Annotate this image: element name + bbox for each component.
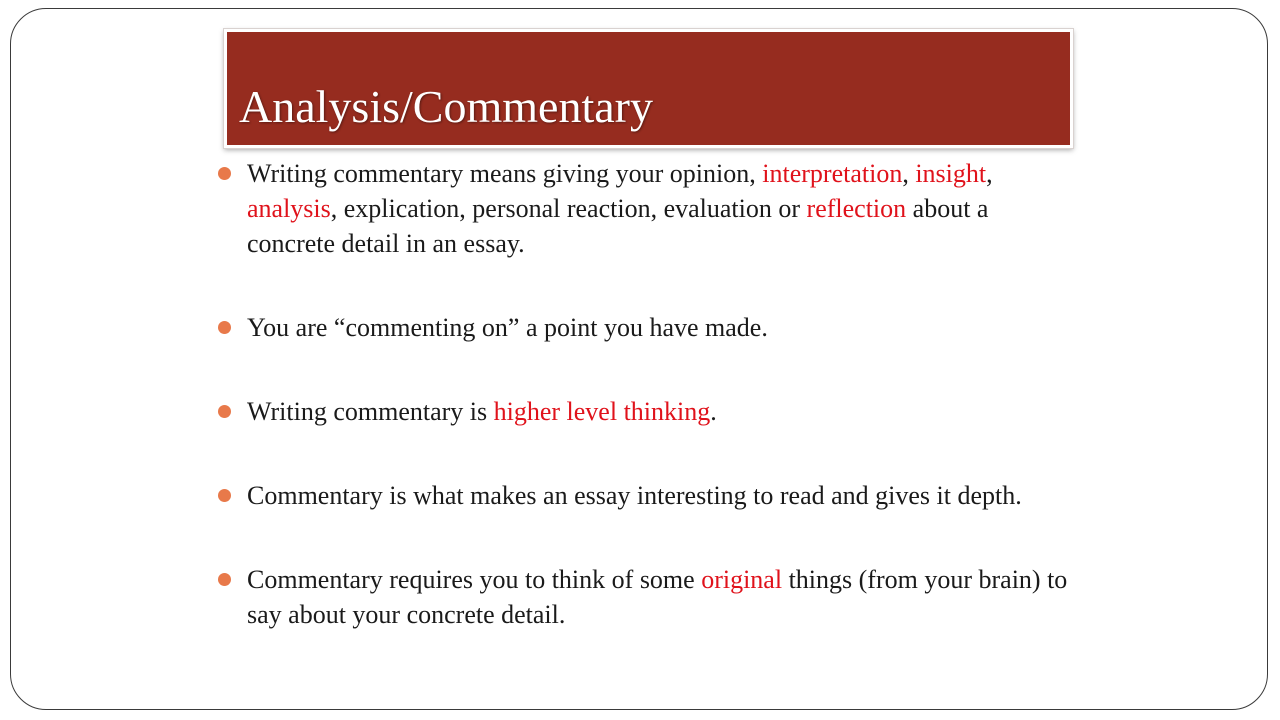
highlight-reflection: reflection — [806, 194, 907, 223]
text-segment: things (from your brain) to say about your concrete detail. — [247, 565, 1068, 629]
bullet-dot-icon — [218, 405, 231, 418]
text-segment: . — [710, 397, 717, 426]
bullet-item-1 — [216, 156, 1076, 261]
title-banner — [224, 29, 1073, 148]
bullet-text — [247, 565, 1067, 629]
bullet-item-5 — [216, 562, 1076, 632]
text-segment: , explication, personal reaction, evaluation or — [330, 194, 807, 223]
bullet-dot-icon — [218, 321, 231, 334]
bullet-item-4 — [216, 478, 1076, 513]
slide-title: Analysis/Commentary — [239, 81, 653, 132]
text-segment: , — [986, 159, 993, 188]
text-segment: You are “commenting on” a point you have made. — [247, 313, 768, 342]
highlight-higher-level-thinking: higher level thinking — [493, 397, 711, 426]
text-segment: about a concrete detail in an essay. — [247, 194, 989, 258]
text-segment: Writing commentary means giving your opinion, — [247, 159, 763, 188]
text-segment: , — [902, 159, 916, 188]
bullet-text — [247, 481, 1022, 510]
text-segment: Commentary is what makes an essay interesting to read and gives it depth. — [247, 481, 1022, 510]
bullet-dot-icon — [218, 573, 231, 586]
text-segment: Writing commentary is — [247, 397, 494, 426]
highlight-insight: insight — [915, 159, 987, 188]
text-segment: Commentary requires you to think of some — [247, 565, 702, 594]
bullet-text — [247, 159, 993, 258]
bullet-text — [247, 313, 768, 342]
bullet-dot-icon — [218, 167, 231, 180]
highlight-interpretation: interpretation — [762, 159, 903, 188]
bullet-item-3 — [216, 394, 1076, 429]
bullet-text — [247, 397, 717, 426]
bullet-dot-icon — [218, 489, 231, 502]
highlight-original: original — [701, 565, 783, 594]
bullet-item-2 — [216, 310, 1076, 345]
bullet-list — [216, 156, 1076, 632]
highlight-analysis: analysis — [247, 194, 331, 223]
